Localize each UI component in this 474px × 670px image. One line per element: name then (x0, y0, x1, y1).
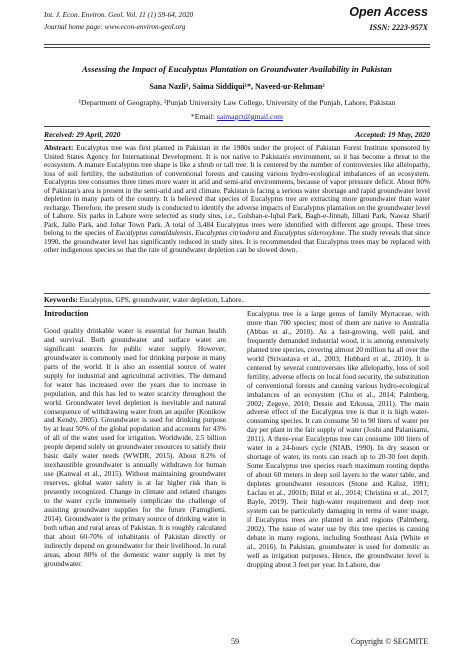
open-access-label: Open Access (349, 5, 428, 19)
abstract-and: and (258, 229, 274, 237)
keywords (44, 296, 430, 304)
abstract (44, 144, 430, 255)
journal-homepage: Journal home page: www.econ-environ-geol.org (44, 22, 186, 31)
intro-paragraph-right: Eucalyptus tree is a large genus of family Myrtaceae, with more than 700 species; most of them are native to Australia (Abbas et al., 2010). As a fast-growing, well paid, and frequently demanded industrial wood, it is among extensively planted tree species, covering almost 20 million ha all over the world (Srivastava et al., 2003; Hubbard et al., 2010). It is centered by several controversies like allelopathy, loss of soil fertility, adverse effects on local food security, the substitution of conventional forests and causing various hydro-ecological imbalances of an ecosystem (Chu et al., 2014; Palmberg, 2002; Zegeye, 2010; Dessie and Erkossa, 2011). The main adverse effect of the Eucalyptus tree is that it is high water-consuming species. It can consume 50 to 90 liters of water per day per plant in the fair supply of water (Joshi and Palanisami, 2011). A three-year Eucalyptus tree can consume 100 liters of water in a 24-hours cycle (NIAB, 1990). In dry season or shortage of water, its roots can reach up to 20-30 feet depth. Some Eucalyptus tree species reach maximum rooting depths of about 60 meters in deep soil layers to the water table, and depletes groundwater resources (Stone and Kalisz, 1991; Laclau et al., 2001b; Bilal et al., 2014; Christina et al., 2017; Bayle, 2019). Their high-water requirement and deep root system can be particularly damaging in terms of water usage, if Eucalyptus trees are planted in arid regions (Palmberg, 2002). The issue of water use by this tree species is causing debate in many regions, including Southeast Asia (White et al., 2016). In Pakistan, groundwater is used for domestic as well as irrigation purposes. Hence, the groundwater level is dropping about 3 feet per year. In Lahore, due (247, 310, 429, 569)
keywords-rule-top (44, 293, 430, 294)
column-left (44, 310, 226, 569)
abstract-species-1: Eucalyptus camaldulensis, Eucalyptus citriodora (115, 229, 259, 237)
accepted-date: Accepted: 19 May, 2020 (355, 130, 430, 139)
keywords-rule-bottom (44, 306, 430, 307)
article-title: Assessing the Impact of Eucalyptus Plantation on Groundwater Availability in Pakistan (82, 64, 392, 74)
article-dates (44, 130, 430, 139)
received-date: Received: 29 April, 2020 (44, 130, 121, 139)
intro-paragraph-left: Good quality drinkable water is essential for human health and survival. Both groundwater and surface water are significant sources for public water supply. However, groundwater is commonly used for drinking purpose in many parts of the world. It is also an essential source of water supply for industrial and agricultural activities. The demand for water has increased over the years due to increase in population, and this has led to water scarcity throughout the world. Groundwater level depletion is inevitable and natural consequence of withdrawing water from an aquifer (Konikow and Kendy, 2005). Groundwater is used for drinking purpose by at least 50% of the global population and accounts for 43% of all of the water used for irrigation. Worldwide, 2.5 billion people depend solely on groundwater resources to satisfy their basic daily water needs (WWDR, 2015). About 8.2% of inexhaustible groundwater is annually withdrawn for human use (Kanwal et al., 2015). Without maintaining groundwater reserves, global water safety is at far higher risk than is presently recognized. Change in climate and related changes to the water cycle immensely complicate the challenge of assisting groundwater supplies for the future (Famiglietti, 2014). Groundwater is the primary source of drinking water in both urban and rural areas of Pakistan. It is roughly calculated that about 60-70% of inhabitants of Pakistan directly or indirectly depend on groundwater for their livelihood. In rural areas, about 80% of the domestic water supply is met by groundwater. (44, 326, 226, 568)
corresponding-email (30, 112, 444, 121)
email-label: *Email: (190, 112, 217, 121)
journal-citation: Int. J. Econ. Environ. Geol. Vol. 11 (1) 59-64, 2020 (44, 10, 194, 19)
keywords-text: Eucalyptus, GPS, groundwater, water depletion, Lahore. (77, 296, 244, 304)
column-right (247, 310, 429, 570)
access-header (349, 5, 428, 32)
abstract-label: Abstract: (44, 144, 74, 152)
dates-rule-top (44, 126, 430, 127)
email-link[interactable]: saimagct@gmail.com (216, 112, 284, 121)
section-heading-introduction: Introduction (44, 309, 89, 318)
keywords-label: Keywords: (44, 296, 78, 304)
abstract-species-2: Eucalyptus sideroxylone (273, 229, 345, 237)
journal-header (44, 9, 193, 33)
dates-rule-bottom (44, 140, 430, 141)
abstract-text-end: . The study reveals that since 1990, the groundwater level has significantly reduced in study sites. It is recommended that Eucalyptus trees may be replaced with other indigenous species so that the rate of groundwater depletion can be slowed down. (44, 229, 430, 254)
article-affiliations: ¹Department of Geography, ²Punjab University Law College, University of the Punjab, Lahore, Pakistan (78, 98, 396, 107)
header-rule-bottom (44, 47, 430, 48)
issn-label: ISSN: 2223-957X (369, 23, 428, 32)
abstract-text: Eucalyptus tree was first planted in Pakistan in the 1980s under the project of Pakistan Forest Institute sponsored by United States Agency for International Development. It is not native to Pakistan's environment, so it has become a threat to the ecosystem. A mature Eucalyptus tree shape is like a shrub or tall tree. It is centered by the number of controversies like allelopathy, loss of soil fertility, the substitution of conventional forests and causing various hydro-ecological imbalances of an ecosystem. Eucalyptus tree consumes three times more water in arid and semi-arid environments, because of vapor pressure deficit. About 80% of Pakistan's area is present in the semi-arid and arid climate. Pakistan is facing a serious water shortage and rapid groundwater level depletion in many parts of the country. It is believed that species of Eucalyptus tree are extracting more groundwater than water recharge. Therefore, the present study is conducted to identify the adverse impacts of Eucalyptus plantation on the groundwater level of Lahore. Six parks in Lahore were selected as study sites, i.e., Gulshan-e-Iqbal Park, Bagh-e-Jinnah, Jillani Park, Nawaz Sharif Park, Jallo Park, and Johar Town Park. A total of 3,484 Eucalyptus trees were identified with different age groups. These trees belong to the species of (44, 144, 430, 237)
article-authors: Sana Nazli¹, Saima Siddiqui¹*, Naveed-ur-Rehman² (149, 82, 325, 91)
header-rule-top (44, 44, 430, 45)
page-number: 59 (231, 637, 239, 646)
copyright-notice: Copyright © SEGMITE (350, 637, 428, 646)
